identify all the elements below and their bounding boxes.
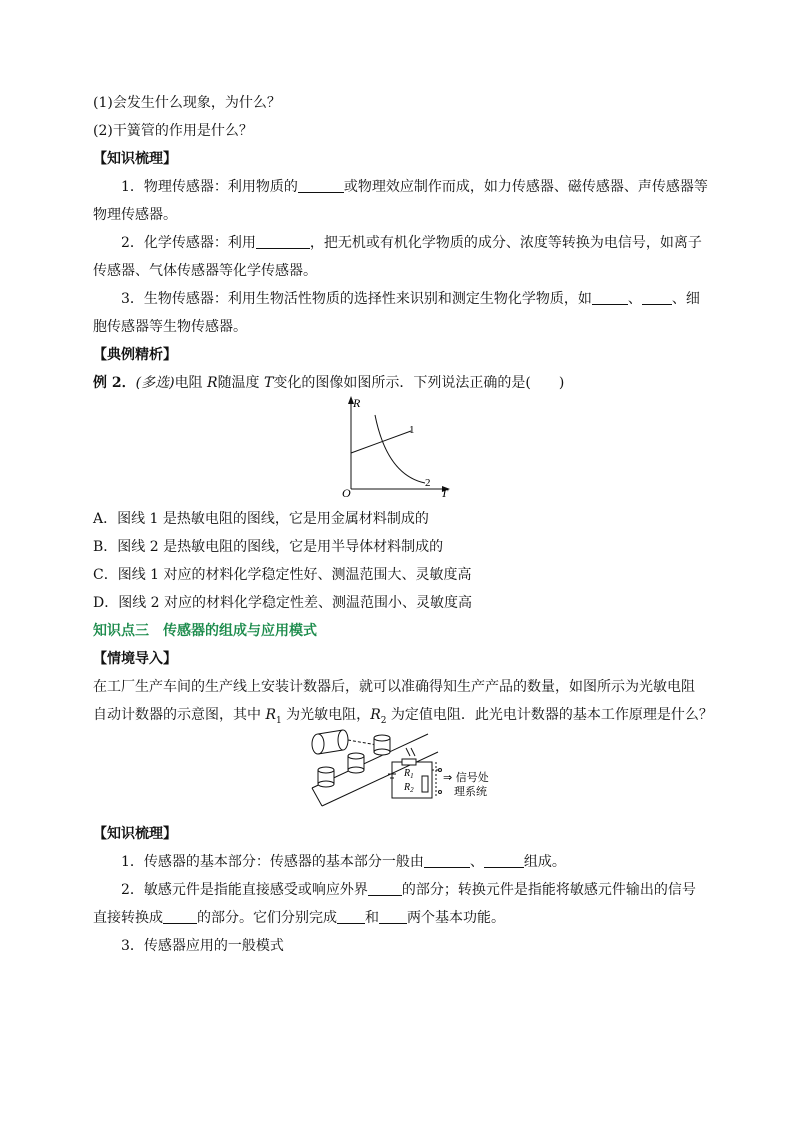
physical-sensor-line: 1．物理传感器：利用物质的 或物理效应制作而成，如力传感器、磁传感器、声传感器等 bbox=[121, 179, 708, 195]
curve-1-label: 1 bbox=[409, 424, 415, 436]
knowledge-point-3: 知识点三 传感器的组成与应用模式 bbox=[93, 623, 317, 639]
scenario-line-1: 在工厂生产车间的生产线上安装计数器后，就可以准确得知生产产品的数量，如图所示为光敏电阻 bbox=[93, 679, 695, 695]
scenario-line-2: 自动计数器的示意图，其中 $R_1$ 为光敏电阻，$R_2$ 为定值电阻．此光电计数器的基本工作原理是什么？ bbox=[93, 707, 713, 726]
product-cylinder-icon bbox=[318, 767, 334, 787]
blank bbox=[379, 909, 407, 924]
option-c: C．图线 1 对应的材料化学稳定性好、测温范围大、灵敏度高 bbox=[93, 567, 472, 583]
blank bbox=[642, 290, 672, 305]
r1-resistor bbox=[402, 759, 416, 765]
curve-2-label: 2 bbox=[425, 477, 431, 489]
curve-1 bbox=[351, 431, 411, 453]
bio-sensor-cont: 胞传感器等生物传感器。 bbox=[93, 319, 247, 335]
option-b: B．图线 2 是热敏电阻的图线，它是用半导体材料制成的 bbox=[93, 539, 444, 555]
resistance-temperature-graph bbox=[335, 393, 460, 503]
question-2: (2)干簧管的作用是什么？ bbox=[93, 123, 253, 139]
curve-2 bbox=[375, 415, 425, 483]
question-1: (1)会发生什么现象，为什么？ bbox=[93, 95, 281, 111]
blank bbox=[424, 853, 470, 868]
signal-label-2: 理系统 bbox=[454, 785, 487, 798]
r1-label: $R_1$ bbox=[404, 768, 414, 780]
photo-counter-figure bbox=[298, 726, 498, 811]
section-examples: 【典例精析】 bbox=[93, 347, 177, 363]
application-mode: 3．传感器应用的一般模式 bbox=[121, 938, 284, 954]
section-scenario: 【情境导入】 bbox=[93, 651, 177, 667]
light-ray-arrow bbox=[411, 748, 415, 756]
r2-label: $R_2$ bbox=[404, 782, 414, 794]
option-a: A．图线 1 是热敏电阻的图线，它是用金属材料制成的 bbox=[93, 511, 429, 527]
blank bbox=[337, 909, 365, 924]
physical-sensor-cont: 物理传感器。 bbox=[93, 207, 177, 223]
product-cylinder-icon bbox=[374, 735, 390, 755]
bio-sensor-line: 3．生物传感器：利用生物活性物质的选择性来识别和测定生物化学物质，如 、 、细 bbox=[121, 291, 700, 307]
light-source-icon bbox=[312, 734, 324, 754]
terminal bbox=[439, 791, 442, 794]
example-2: 例 2．(多选)电阻 R随温度 T变化的图像如图所示．下列说法正确的是( ) bbox=[93, 375, 565, 391]
belt-end bbox=[312, 788, 322, 806]
elements-cont: 直接转换成 的部分。它们分别完成 和 两个基本功能。 bbox=[93, 910, 505, 926]
signal-label-1: ⇒ 信号处 bbox=[443, 771, 489, 784]
y-label: R bbox=[353, 396, 361, 410]
product-cylinder-icon bbox=[348, 753, 364, 773]
section-knowledge-1: 【知识梳理】 bbox=[93, 151, 177, 167]
blank bbox=[484, 853, 524, 868]
x-label: T bbox=[441, 486, 448, 500]
blank bbox=[298, 178, 344, 193]
r2-resistor bbox=[422, 776, 428, 792]
origin-label: O bbox=[342, 486, 351, 500]
blank bbox=[368, 881, 402, 896]
basic-parts-line: 1．传感器的基本部分：传感器的基本部分一般由 、 组成。 bbox=[121, 854, 566, 870]
option-d: D．图线 2 对应的材料化学稳定性差、测温范围小、灵敏度高 bbox=[93, 595, 473, 611]
light-source-face bbox=[338, 730, 348, 750]
light-ray-arrow bbox=[406, 748, 410, 756]
blank bbox=[163, 909, 197, 924]
chemical-sensor-cont: 传感器、气体传感器等化学传感器。 bbox=[93, 263, 317, 279]
elements-line: 2．敏感元件是指能直接感受或响应外界 的部分；转换元件是指能将敏感元件输出的信号 bbox=[121, 882, 696, 898]
section-knowledge-2: 【知识梳理】 bbox=[93, 826, 177, 842]
blank bbox=[592, 290, 628, 305]
chemical-sensor-line: 2．化学传感器：利用 ，把无机或有机化学物质的成分、浓度等转换为电信号，如离子 bbox=[121, 235, 702, 251]
blank bbox=[256, 234, 310, 249]
